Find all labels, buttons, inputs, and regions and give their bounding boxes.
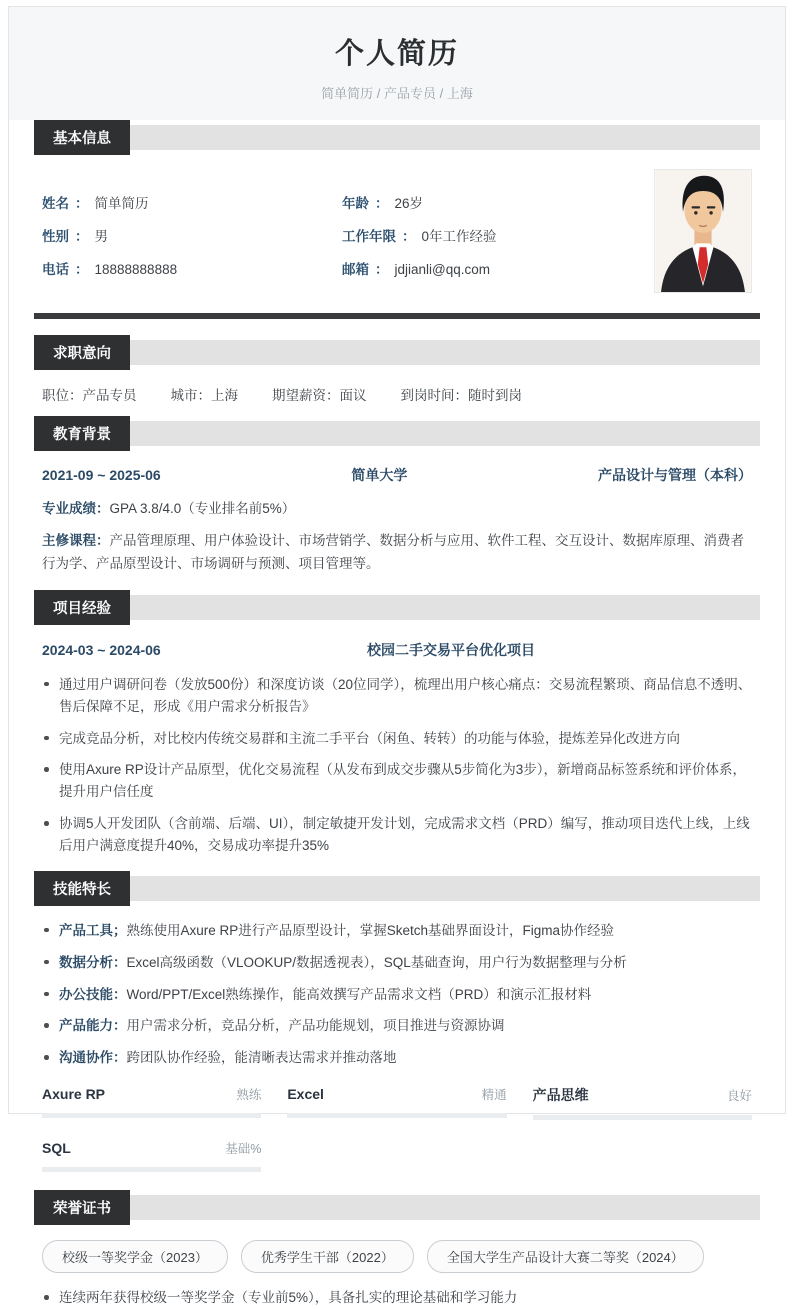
skill-label: 沟通协作： [59, 1050, 127, 1066]
section-bar [130, 1195, 760, 1220]
field-colon: ： [75, 228, 89, 244]
project-summary-row [9, 625, 785, 660]
field-email [342, 258, 654, 278]
honor-pill: 校级一等奖学金（2023） [42, 1240, 228, 1273]
education-summary-row [9, 451, 785, 485]
skill-text: Word/PPT/Excel熟练操作，能高效撰写产品需求文档（PRD）和演示汇报材料 [126, 986, 592, 1002]
skill-label: 产品工具； [59, 922, 127, 938]
skill-text: 跨团队协作经验，能清晰表达需求并推动落地 [126, 1050, 397, 1066]
skill-label: 产品能力： [59, 1018, 127, 1034]
skill-bullet [42, 984, 752, 1006]
skill-bar-name: Axure RP [42, 1086, 106, 1103]
section-divider [34, 313, 760, 319]
field-label: 姓名 [42, 195, 69, 211]
skill-label: 办公技能： [59, 986, 127, 1002]
section-bar [130, 595, 760, 620]
skill-bullet [42, 952, 752, 974]
field-phone [42, 258, 342, 278]
skill-bar-excel [287, 1085, 506, 1120]
profile-photo [654, 169, 752, 293]
field-colon: ： [75, 261, 89, 277]
section-tab-projects: 项目经验 [34, 590, 130, 625]
courses-value: 产品管理原理、用户体验设计、市场营销学、数据分析与应用、软件工程、交互设计、数据库原理、消费者行为学、产品原型设计、市场调研与预测、项目管理等。 [42, 532, 744, 571]
section-bar [130, 125, 760, 150]
education-courses-line [9, 530, 785, 576]
skill-text: Excel高级函数（VLOOKUP/数据透视表），SQL基础查询，用户行为数据整理与分析 [126, 954, 627, 970]
education-major: 产品设计与管理（本科） [598, 467, 752, 483]
section-header-education [9, 416, 785, 451]
education-gpa-line [9, 498, 785, 521]
section-header-honors [9, 1190, 785, 1225]
job-value: 产品专员 [82, 388, 137, 403]
field-label: 性别 [42, 228, 69, 244]
project-title: 校园二手交易平台优化项目 [367, 641, 535, 658]
job-salary [272, 384, 367, 404]
resume-header [9, 7, 785, 120]
field-colon: ： [375, 261, 389, 277]
honor-bullet: 连续两年获得校级一等奖学金（专业前5%），具备扎实的理论基础和学习能力 [42, 1287, 752, 1309]
skill-bar-product-thinking [533, 1085, 752, 1120]
section-header-basic-info [9, 120, 785, 155]
section-header-skills [9, 871, 785, 906]
field-value: 0年工作经验 [421, 228, 497, 244]
field-label: 电话 [42, 261, 69, 277]
job-intention-row [9, 370, 785, 416]
job-available-time [401, 384, 523, 404]
section-tab-job-intention: 求职意向 [34, 335, 130, 370]
skill-bar-name: 产品思维 [532, 1087, 589, 1104]
portrait-illustration [655, 170, 751, 292]
skill-bullet [42, 920, 752, 942]
job-label: 到岗时间： [400, 388, 468, 403]
skill-bar-level: 基础% [225, 1142, 262, 1157]
field-label: 年龄 [342, 195, 369, 211]
skill-bar-track [287, 1113, 506, 1118]
field-age [342, 192, 654, 212]
job-value: 面议 [339, 388, 367, 403]
field-label: 邮箱 [342, 261, 369, 277]
section-tab-education: 教育背景 [34, 416, 130, 451]
gpa-label: 专业成绩： [42, 501, 110, 516]
job-city [171, 384, 239, 404]
project-bullet: 完成竞品分析，对比校内传统交易群和主流二手平台（闲鱼、转转）的功能与体验，提炼差异化改进方向 [42, 728, 752, 750]
skill-bars-grid [9, 1069, 785, 1176]
section-bar [130, 876, 760, 901]
page-title: 个人简历 [334, 38, 459, 70]
skill-bar-level: 精通 [481, 1088, 507, 1103]
skill-bar-level: 良好 [726, 1089, 752, 1104]
courses-label: 主修课程： [42, 532, 110, 548]
section-tab-basic-info: 基本信息 [34, 120, 130, 155]
skill-bar-axure [42, 1085, 261, 1120]
honor-pill: 全国大学生产品设计大赛二等奖（2024） [427, 1240, 704, 1273]
basic-info-section [9, 155, 785, 293]
skill-label: 数据分析： [59, 954, 127, 970]
section-tab-honors: 荣誉证书 [34, 1190, 130, 1225]
field-name [42, 192, 342, 212]
field-value: 18888888888 [94, 261, 178, 277]
skill-bullet [42, 1047, 752, 1069]
job-value: 上海 [211, 388, 238, 403]
skills-bullet-list [9, 906, 785, 1069]
project-bullet: 使用Axure RP设计产品原型，优化交易流程（从发布到成交步骤从5步简化为3步），新增商品标签系统和评价体系，提升用户信任度 [42, 759, 752, 803]
job-label: 期望薪资： [272, 388, 340, 403]
field-colon: ： [75, 195, 89, 211]
skill-bullet [42, 1015, 752, 1037]
project-bullet: 通过用户调研问卷（发放500份）和深度访谈（20位同学），梳理出用户核心痛点：交易流程繁琐、商品信息不透明、售后保障不足，形成《用户需求分析报告》 [42, 674, 752, 718]
job-value: 随时到岗 [468, 388, 522, 403]
honor-pill: 优秀学生干部（2022） [241, 1240, 414, 1273]
field-gender [42, 225, 342, 245]
skill-text: 熟练使用Axure RP进行产品原型设计，掌握Sketch基础界面设计，Figma协作经验 [126, 922, 615, 938]
education-period: 2021-09 ~ 2025-06 [42, 467, 161, 483]
field-colon: ： [402, 228, 416, 244]
field-value: 男 [94, 228, 108, 244]
field-colon: ： [375, 195, 389, 211]
field-value: jdjianli@qq.com [394, 261, 490, 277]
project-period: 2024-03 ~ 2024-06 [42, 641, 161, 658]
field-experience-years [342, 225, 654, 245]
section-tab-skills: 技能特长 [34, 871, 130, 906]
section-bar [130, 421, 760, 446]
skill-bar-track [533, 1115, 752, 1120]
skill-bar-sql [42, 1139, 261, 1172]
field-label: 工作年限 [342, 228, 396, 244]
job-label: 城市： [170, 388, 211, 403]
project-bullet-list [9, 660, 785, 857]
section-header-job-intention [9, 335, 785, 370]
honor-bullet-list [9, 1273, 785, 1309]
skill-bar-name: SQL [42, 1140, 71, 1157]
section-header-projects [9, 590, 785, 625]
education-school: 简单大学 [351, 467, 408, 483]
skill-bar-level: 熟练 [236, 1088, 262, 1103]
field-value: 26岁 [394, 195, 424, 211]
skill-bar-track [42, 1113, 261, 1118]
skill-text: 用户需求分析，竞品分析，产品功能规划，项目推进与资源协调 [126, 1018, 505, 1034]
job-label: 职位： [42, 388, 83, 403]
honor-pills-row [9, 1225, 785, 1273]
resume-page [8, 6, 786, 1306]
skill-bar-name: Excel [287, 1086, 324, 1103]
section-bar [130, 340, 760, 365]
gpa-value: GPA 3.8/4.0（专业排名前5%） [109, 501, 296, 516]
skill-bar-track [42, 1167, 261, 1172]
page-subtitle: 简单简历 / 产品专员 / 上海 [321, 86, 473, 101]
project-bullet: 协调5人开发团队（含前端、后端、UI），制定敏捷开发计划，完成需求文档（PRD）编写，推动项目迭代上线，上线后用户满意度提升40%，交易成功率提升35% [42, 813, 752, 857]
basic-info-grid [42, 185, 654, 293]
job-position [42, 384, 137, 404]
field-value: 简单简历 [94, 195, 149, 211]
